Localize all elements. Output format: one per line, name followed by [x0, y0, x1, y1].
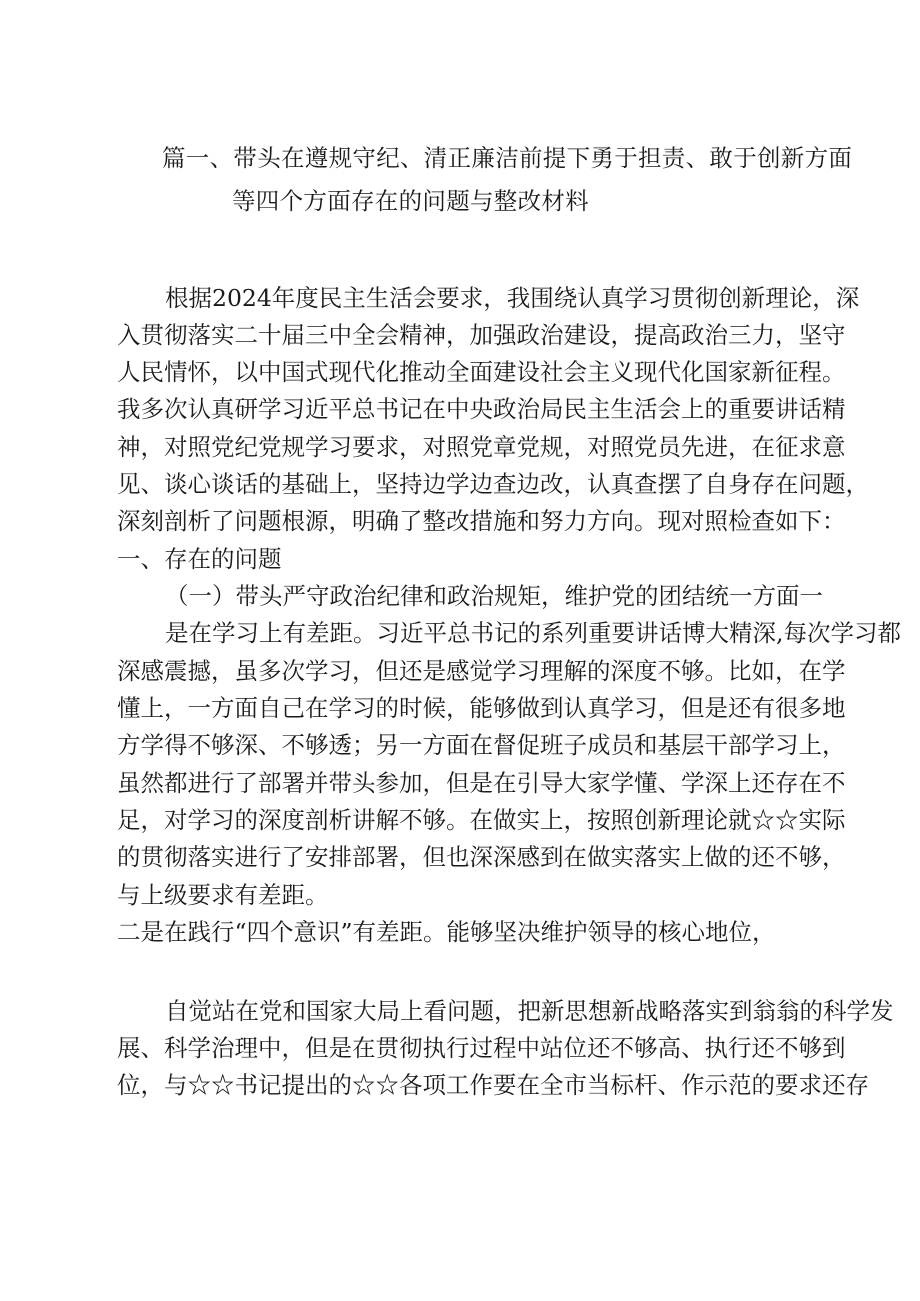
body-line-17: 与上级要求有差距。 [117, 881, 329, 909]
body-line-15: 足，对学习的深度剖析讲解不够。在做实上，按照创新理论就☆☆实际 [117, 806, 846, 834]
body-line-21: 位，与☆☆书记提出的☆☆各项工作要在全市当标杆、作示范的要求还存 [117, 1071, 869, 1099]
body-line-3: 人民情怀，以中国式现代化推动全面建设社会主义现代化国家新征程。 [117, 358, 846, 386]
body-line-2: 入贯彻落实二十届三中全会精神，加强政治建设，提高政治三力，坚守 [117, 321, 846, 349]
body-line-19: 自觉站在党和国家大局上看问题，把新思想新战略落实到翁翁的科学发 [165, 997, 894, 1025]
body-line-7: 深刻剖析了问题根源，明确了整改措施和努力方向。现对照检查如下： [117, 507, 846, 535]
body-line-12: 懂上，一方面自己在学习的时候，能够做到认真学习，但是还有很多地 [117, 694, 846, 722]
body-line-8: 一、存在的问题 [117, 545, 282, 573]
document-title-line-2: 等四个方面存在的问题与整改材料 [232, 187, 589, 215]
body-line-18: 二是在践行“四个意识”有差距。能够坚决维护领导的核心地位， [117, 918, 776, 946]
document-title-line-1: 篇一、带头在遵规守纪、清正廉洁前提下勇于担责、敢于创新方面 [162, 144, 853, 172]
body-line-20: 展、科学治理中，但是在贯彻执行过程中站位还不够高、执行还不够到 [117, 1034, 846, 1062]
body-line-11: 深感震撼，虽多次学习，但还是感觉学习理解的深度不够。比如，在学 [117, 657, 846, 685]
body-line-16: 的贯彻落实进行了安排部署，但也深深感到在做实落实上做的还不够， [117, 843, 846, 871]
section-heading-problems: （一）带头严守政治纪律和政治规矩，维护党的团结统一方面一 [165, 582, 823, 610]
body-line-4: 我多次认真研学习近平总书记在中央政治局民主生活会上的重要讲话精 [117, 395, 846, 423]
body-line-13: 方学得不够深、不够透；另一方面在督促班子成员和基层干部学习上， [117, 731, 846, 759]
body-line-5: 神，对照党纪党规学习要求，对照党章党规，对照党员先进，在征求意 [117, 433, 846, 461]
body-line-14: 虽然都进行了部署并带头参加，但是在引导大家学懂、学深上还存在不 [117, 769, 846, 797]
body-line-1: 根据2024年度民主生活会要求，我围绕认真学习贯彻创新理论，深 [165, 284, 860, 312]
body-line-6: 见、谈心谈话的基础上，坚持边学边查边改，认真查摆了自身存在问题， [117, 470, 869, 498]
subsection-heading-1: 是在学习上有差距。习近平总书记的系列重要讲话博大精深,每次学习都 [165, 619, 901, 647]
